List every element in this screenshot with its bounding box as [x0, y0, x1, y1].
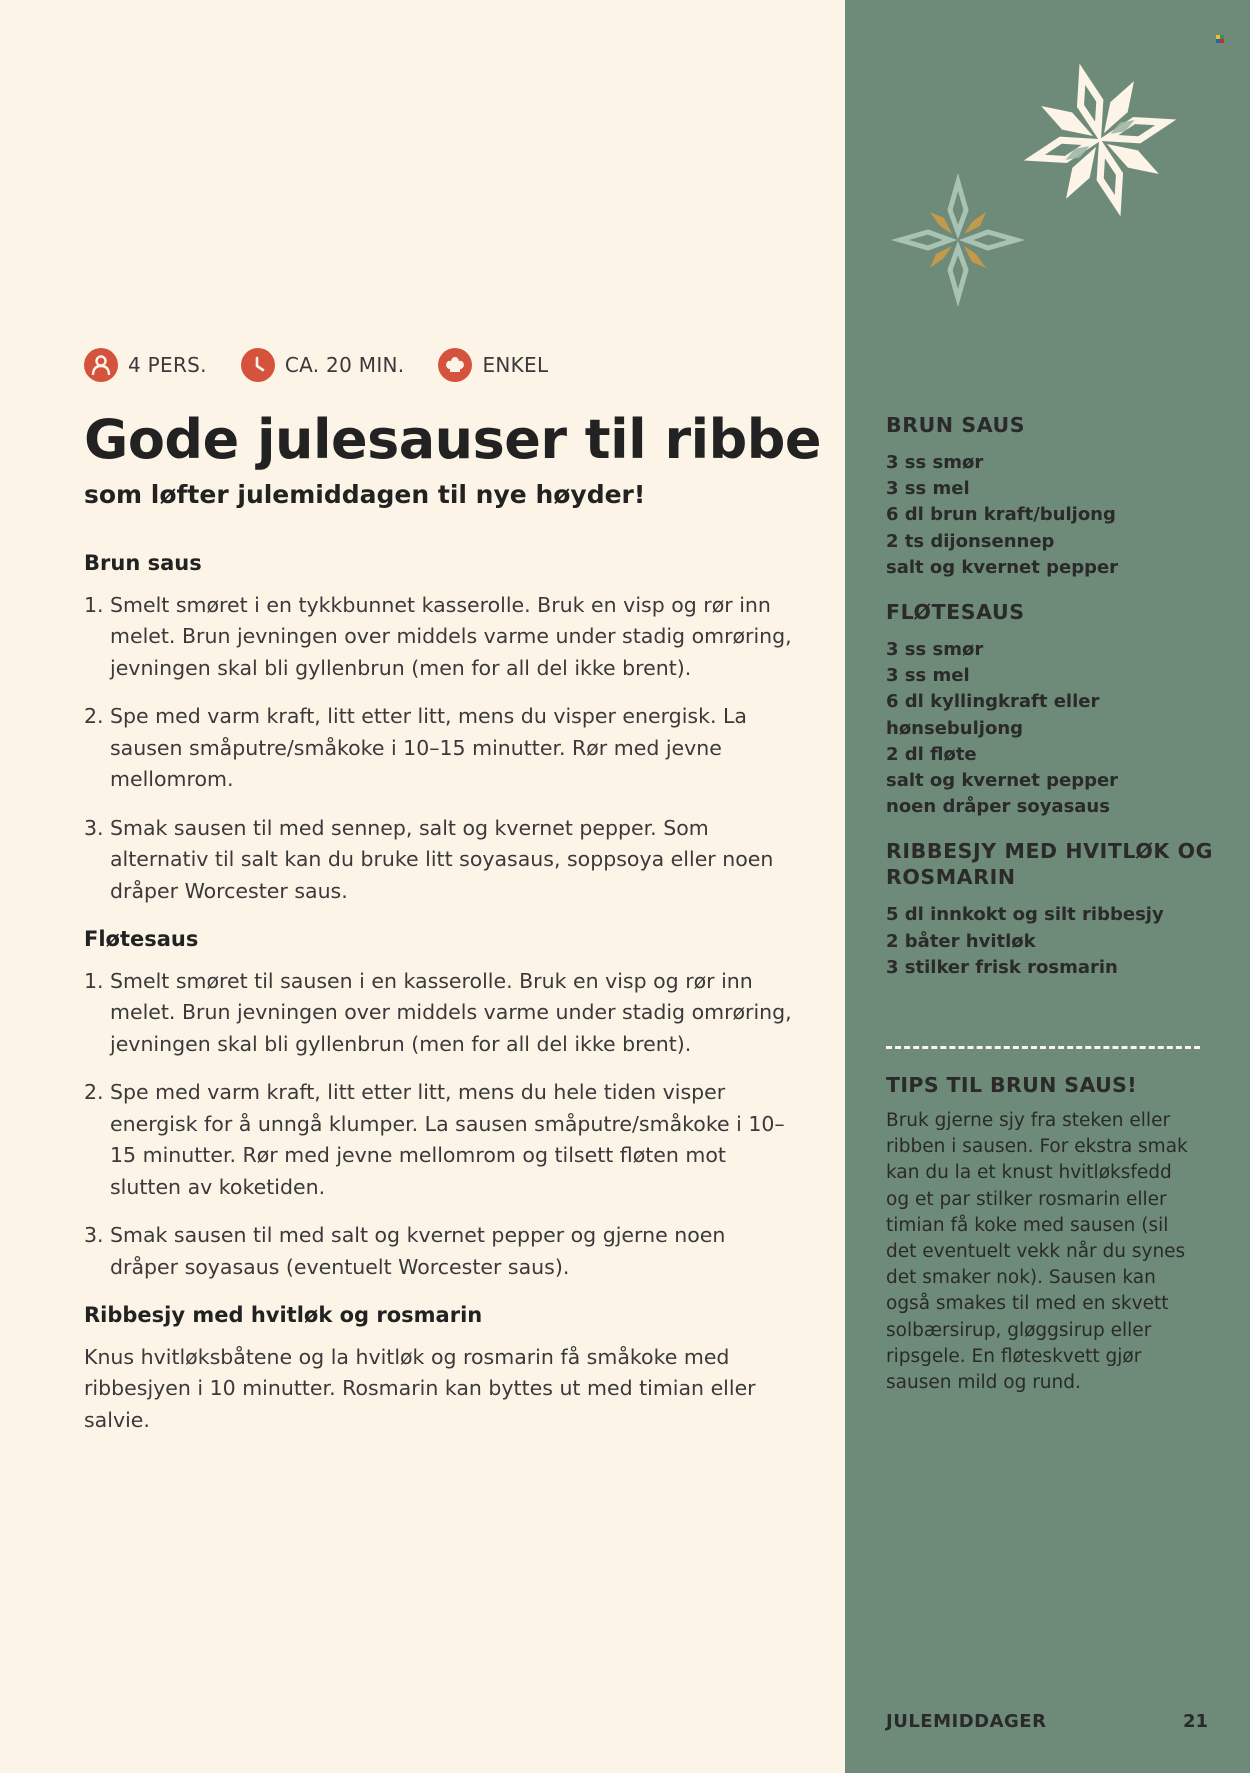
meta-persons-label: 4 PERS. [128, 353, 207, 377]
dashed-divider [886, 1046, 1200, 1049]
section-paragraph: Knus hvitløksbåtene og la hvitløk og rosmarin få småkoke med ribbesjyen i 10 minutter. Rosmarin kan byttes ut med timian eller salvie. [84, 1344, 756, 1432]
page-subtitle: som løfter julemiddagen til nye høyder! [84, 480, 646, 509]
step-text: Spe med varm kraft, litt etter litt, mens du visper energisk. La sausen småputre/småkoke i 10–15 minutter. Rør med jevne mellomrom. [110, 704, 747, 791]
ingredients-heading: FLØTESAUS [886, 600, 1025, 625]
step-text: Smelt smøret i en tykkbunnet kasserolle. Bruk en visp og rør inn melet. Brun jevningen over middels varme under stadig omrøring, jevningen skal bli gyllenbrun (men for all del ikke brent). [110, 592, 792, 680]
step-number: 3. [84, 815, 104, 840]
ingredient-item: 3 ss mel [886, 478, 970, 500]
step-number: 2. [84, 704, 104, 728]
meta-time-label: CA. 20 MIN. [284, 353, 405, 377]
step-text: Smak sausen til med sennep, salt og kvernet pepper. Som alternativ til salt kan du bruke litt soyasaus, soppsoya eller noen dråper Worcester saus. [110, 815, 774, 903]
page-title: Gode julesauser til ribbe [84, 408, 822, 471]
step-text: Spe med varm kraft, litt etter litt, mens du hele tiden visper energisk for å unngå klumper. La sausen småputre/småkoke i 10–15 minutter. Rør med jevne mellomrom og tilsett fløten mot slutten av koketiden. [110, 1080, 785, 1199]
step-number: 2. [84, 1080, 104, 1104]
ingredient-item: 2 ts dijonsennep [886, 530, 1055, 552]
ingredient-item: 5 dl innkokt og silt ribbesjy [886, 904, 1164, 926]
section-heading: Ribbesjy med hvitløk og rosmarin [84, 1303, 483, 1327]
step-item [84, 813, 794, 908]
tips-title: TIPS TIL BRUN SAUS! [886, 1073, 1138, 1097]
recipe-instructions [84, 548, 794, 1436]
ingredient-item: 3 ss smør [886, 639, 984, 661]
step-item [84, 1077, 794, 1203]
step-item [84, 1220, 794, 1283]
ingredient-item: 2 båter hvitløk [886, 930, 1036, 952]
clock-icon [241, 348, 275, 382]
chef-hat-icon [438, 348, 472, 382]
ingredient-item: 2 dl fløte [886, 743, 977, 765]
ingredient-item: salt og kvernet pepper [886, 556, 1119, 578]
step-number: 1. [84, 968, 104, 993]
meta-time [241, 348, 405, 382]
section-heading: Brun saus [84, 551, 202, 575]
step-number: 3. [84, 1223, 104, 1247]
star-decoration-icon [880, 60, 1220, 320]
ingredient-item: salt og kvernet pepper [886, 770, 1119, 792]
step-item [84, 701, 794, 796]
ingredient-item: noen dråper soyasaus [886, 796, 1110, 818]
recipe-meta [84, 348, 582, 382]
steps-list [84, 966, 794, 1284]
ingredient-item: 6 dl kyllingkraft eller hønsebuljong [886, 691, 1100, 739]
ingredient-item: 3 stilker frisk rosmarin [886, 956, 1118, 978]
meta-difficulty [438, 348, 548, 382]
ingredients-heading: RIBBESJY MED HVITLØK OG ROSMARIN [886, 839, 1214, 890]
step-number: 1. [84, 592, 104, 617]
ingredient-item: 3 ss smør [886, 452, 984, 473]
step-item [84, 966, 794, 1061]
footer-section-label: JULEMIDDAGER [886, 1711, 1047, 1732]
meta-persons [84, 348, 207, 382]
ingredients-list [886, 902, 1216, 981]
ingredients-list [886, 637, 1216, 820]
meta-difficulty-label: ENKEL [482, 353, 549, 377]
person-icon [84, 348, 118, 382]
color-mark-icon [1216, 35, 1224, 43]
ingredient-item: 6 dl brun kraft/buljong [886, 504, 1116, 526]
page-number: 21 [1183, 1711, 1209, 1732]
ingredients-heading: BRUN SAUS [886, 413, 1026, 437]
ingredient-item: 3 ss mel [886, 665, 970, 687]
section-heading: Fløtesaus [84, 927, 199, 951]
steps-list [84, 590, 794, 908]
ingredients-list [886, 450, 1216, 581]
step-item [84, 590, 794, 685]
tips-text: Bruk gjerne sjy fra steken eller ribben i sausen. For ekstra smak kan du la et knust hvitløksfedd og et par stilker rosmarin eller timian få koke med sausen (sil det eventuelt vekk når du synes det smaker nok). Sausen kan også smakes til med en skvett solbærsirup, gløggsirup eller ripsgele. En fløteskvett gjør sausen mild og rund. [886, 1110, 1188, 1394]
ingredients-panel [886, 412, 1216, 999]
step-text: Smelt smøret til sausen i en kasserolle. Bruk en visp og rør inn melet. Brun jevningen over middels varme under stadig omrøring, jevningen skal bli gyllenbrun (men for all del ikke brent). [110, 968, 792, 1056]
step-text: Smak sausen til med salt og kvernet pepper og gjerne noen dråper soyasaus (eventuelt Worcester saus). [110, 1223, 726, 1279]
